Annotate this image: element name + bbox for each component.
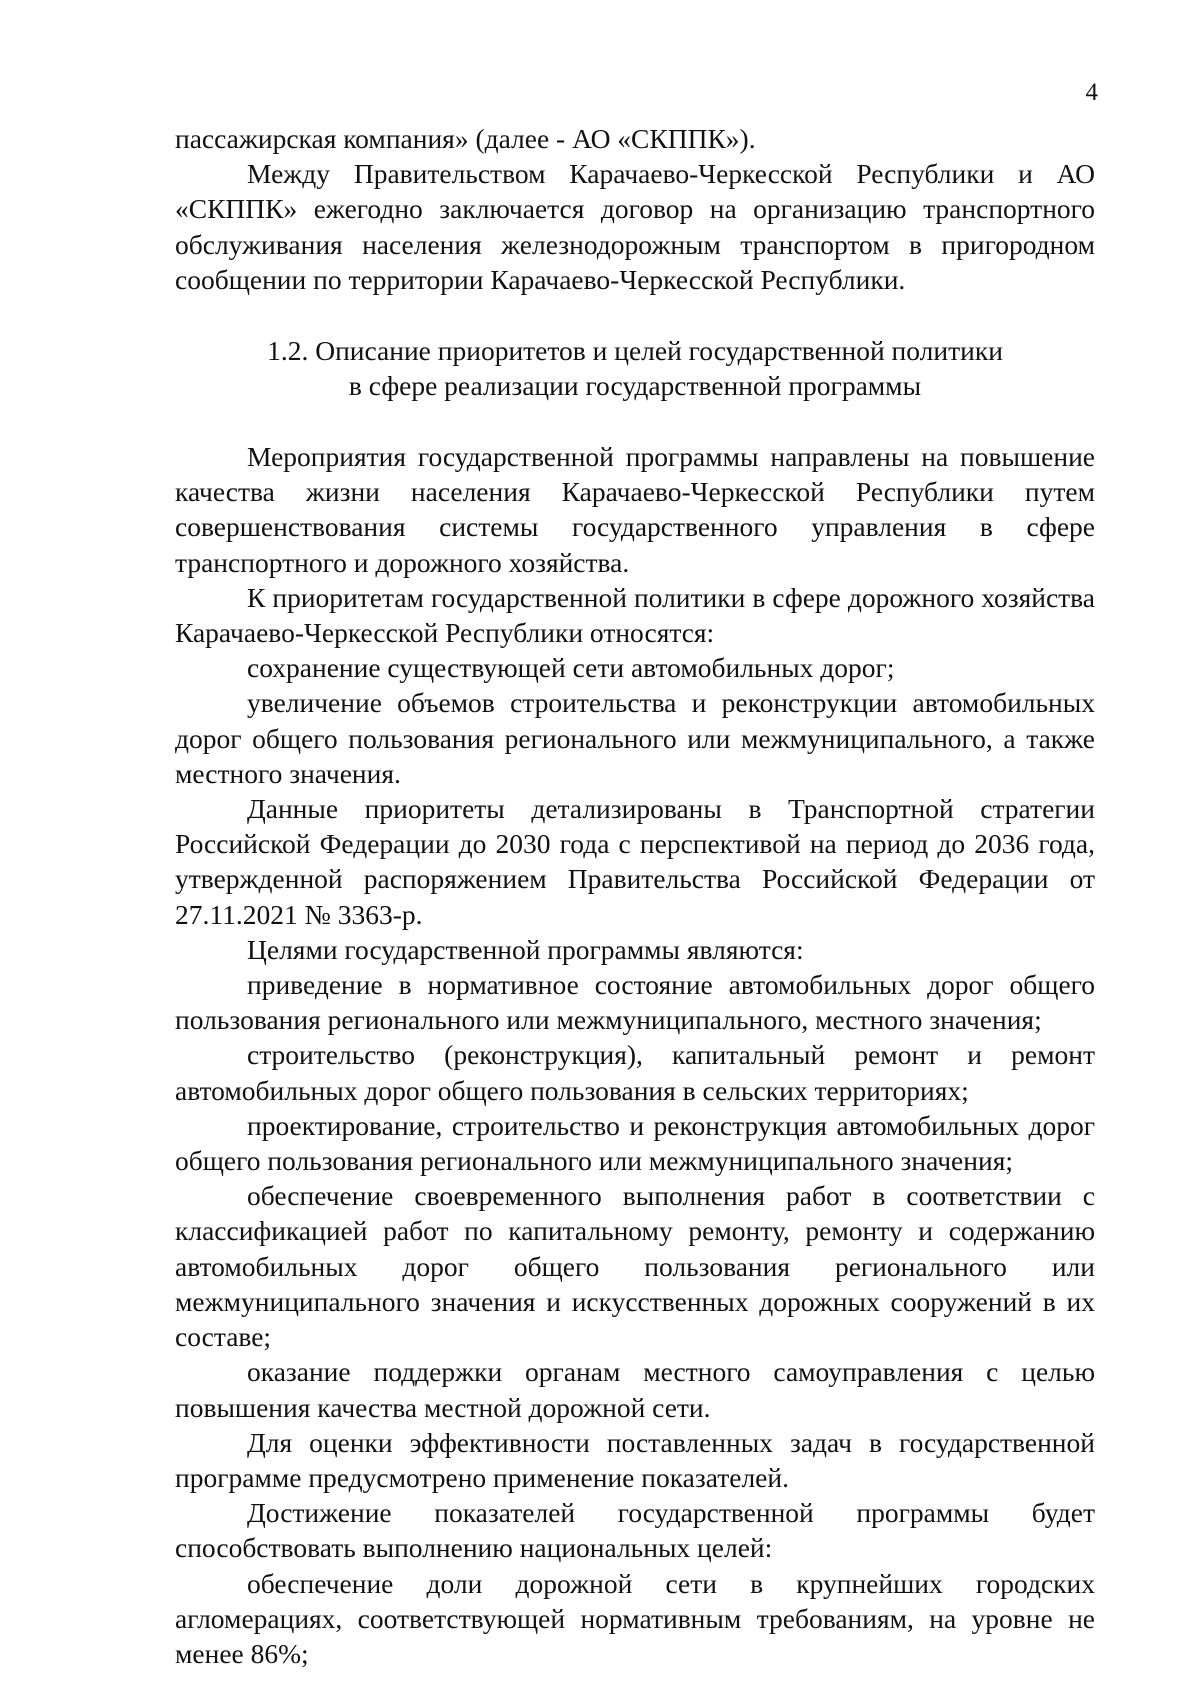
paragraph-indicators: Для оценки эффективности поставленных задач в государственной программе предусмотрено применение показателей.	[175, 1426, 1095, 1493]
section-heading-line-1: 1.2. Описание приоритетов и целей государственной политики	[267, 335, 1003, 367]
paragraph-strategy: Данные приоритеты детализированы в Транспортной стратегии Российской Федерации до 2030 года с перспективой на период до 2036 года, утвержденной распоряжением Правительства Российской Федерации от 27.11.2021 № 3363-р.	[175, 793, 1095, 930]
list-item-goal: обеспечение своевременного выполнения работ в соответствии с классификацией работ по капитальному ремонту, ремонту и содержанию автомобильных дорог общего пользования регионального или межмуниципального значения и искусственных дорожных сооружений в их составе;	[175, 1180, 1095, 1353]
paragraph-measures: Мероприятия государственной программы направлены на повышение качества жизни населения Карачаево-Черкесской Республики путем совершенствования системы государственного управления в сфере транспортного и дорожного хозяйства.	[175, 441, 1095, 578]
section-heading-line-2: в сфере реализации государственной программы	[348, 370, 922, 402]
page-number: 4	[1085, 79, 1098, 106]
paragraph-continuation: пассажирская компания» (далее - АО «СКППК»).	[175, 123, 756, 154]
section-heading	[175, 333, 1095, 403]
list-item-national-goal: обеспечение доли дорожной сети в крупнейших городских агломерациях, соответствующей нормативным требованиям, на уровне не менее 86%;	[175, 1567, 1095, 1669]
document-body	[175, 121, 1095, 1671]
paragraph-priorities-intro: К приоритетам государственной политики в сфере дорожного хозяйства Карачаево-Черкесской Республики относятся:	[175, 581, 1095, 649]
list-item-goal: приведение в нормативное состояние автомобильных дорог общего пользования регионального или межмуниципального, местного значения;	[175, 969, 1095, 1036]
list-item-priority: увеличение объемов строительства и реконструкции автомобильных дорог общего пользования регионального или межмуниципального, а также местного значения.	[175, 687, 1095, 789]
list-item-goal: строительство (реконструкция), капитальный ремонт и ремонт автомобильных дорог общего пользования в сельских территориях;	[175, 1039, 1095, 1106]
paragraph-contract: Между Правительством Карачаево-Черкесской Республики и АО «СКППК» ежегодно заключается договор на организацию транспортного обслуживания населения железнодорожным транспортом в пригородном сообщении по территории Карачаево-Черкесской Республики.	[175, 158, 1095, 295]
paragraph-national-goals-intro: Достижение показателей государственной программы будет способствовать выполнению национальных целей:	[175, 1497, 1095, 1564]
list-item-goal: проектирование, строительство и реконструкция автомобильных дорог общего пользования регионального или межмуниципального значения;	[175, 1109, 1095, 1177]
paragraph-goals-intro: Целями государственной программы являются:	[247, 933, 804, 965]
list-item-goal: оказание поддержки органам местного самоуправления с целью повышения качества местной дорожной сети.	[175, 1356, 1095, 1423]
list-item-priority: сохранение существующей сети автомобильных дорог;	[247, 652, 895, 684]
